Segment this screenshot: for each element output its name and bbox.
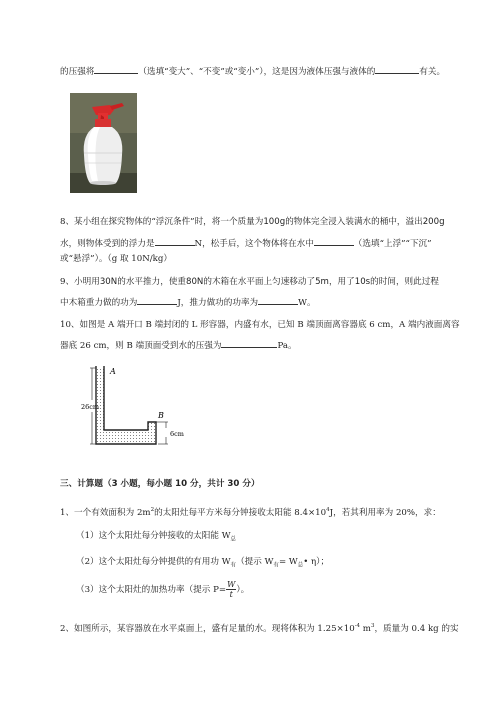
label-b: B bbox=[158, 411, 164, 420]
q10-blank bbox=[221, 338, 277, 348]
q10-text: 器底 26 cm，则 B 端顶面受到水的压强为 bbox=[60, 341, 222, 351]
q8-blank-2 bbox=[314, 236, 354, 246]
calc2-sup: -4 bbox=[354, 623, 361, 629]
l-container-diagram bbox=[78, 362, 208, 462]
fraction-numerator: W bbox=[227, 580, 236, 589]
label-a: A bbox=[110, 367, 116, 376]
calc1-line-1 bbox=[60, 505, 441, 519]
q8-text: （选填“上浮”“下沉” bbox=[353, 239, 432, 249]
q8-line-3 bbox=[60, 254, 172, 265]
calc2-text: m bbox=[360, 623, 371, 634]
calc1-sub: 总 bbox=[297, 562, 304, 569]
calc1-text: （1）这个太阳灶每分钟接收的太阳能 W bbox=[76, 531, 231, 541]
q7-blank-1 bbox=[94, 64, 138, 74]
q8-line-2 bbox=[60, 236, 432, 250]
label-26cm: 26cm bbox=[81, 403, 100, 411]
q10-line-2 bbox=[60, 338, 297, 352]
fraction-denominator: t bbox=[229, 590, 233, 599]
q8-text: N，松手后，这个物体将在水中 bbox=[194, 239, 314, 249]
q9-blank-2 bbox=[258, 295, 298, 305]
q9-line-2 bbox=[60, 295, 316, 309]
calc2-text: 2、如图所示，某容器放在水平桌面上，盛有足量的水。现将体积为 1.25×10 bbox=[60, 623, 355, 634]
q9-text: 中木箱重力做的功为 bbox=[60, 298, 138, 308]
q7-tail-line bbox=[60, 64, 445, 78]
q9-text: 9、小明用 bbox=[60, 277, 100, 287]
power-fraction bbox=[226, 580, 236, 599]
q8-line-1 bbox=[60, 217, 445, 228]
q10-text: 10、如图是 A 端开口 B 端封闭的 L 形容器，内盛有水，已知 B 端顶面离容器底 6 cm，A 端内液面离容 bbox=[60, 320, 460, 330]
calc1-text: （2）这个太阳灶每分钟提供的有用功 W bbox=[76, 557, 231, 567]
q8-mass: 100g bbox=[263, 217, 286, 227]
q9-weight: 80N bbox=[185, 277, 204, 287]
calc1-part-3 bbox=[76, 580, 249, 600]
q8-blank-1 bbox=[155, 236, 195, 246]
calc1-sub: 有 bbox=[273, 562, 279, 569]
q7-blank-2 bbox=[375, 64, 419, 74]
calc1-text: 1、一个有效面积为 2m bbox=[60, 507, 151, 518]
calc1-part-2 bbox=[76, 557, 329, 572]
q8-text: 8、某小组在探究物体的“浮沉条件”时，将一个质量为 bbox=[60, 217, 264, 227]
q8-text: 或“悬浮”）。（g 取 10N/kg） bbox=[60, 254, 172, 264]
calc1-text: （提示 W bbox=[236, 557, 274, 567]
q9-text: J，推力做功的功率为 bbox=[177, 298, 259, 308]
label-6cm: 6cm bbox=[170, 430, 184, 438]
calc1-text: = W bbox=[278, 557, 298, 567]
q9-line-1 bbox=[60, 277, 439, 288]
q9-text: 的水平推力，使重 bbox=[117, 277, 186, 287]
q9-text: 的木箱在水平面上匀速移动了 bbox=[203, 277, 316, 287]
calc1-text: J，若其利用率为 20%，求： bbox=[329, 507, 441, 518]
calc1-text: ）。 bbox=[236, 585, 250, 595]
calc2-text: ，质量为 0.4 kg 的实 bbox=[374, 623, 459, 634]
spray-bottle-image bbox=[70, 93, 137, 193]
q10-line-1 bbox=[60, 320, 460, 331]
q9-time: 10s bbox=[354, 277, 371, 287]
q9-blank-1 bbox=[137, 295, 177, 305]
calc2-sup: 3 bbox=[370, 623, 375, 629]
calc1-text: （3）这个太阳灶的加热功率（提示 P= bbox=[76, 585, 227, 595]
q9-text: W。 bbox=[298, 298, 316, 308]
q8-text: 的物体完全浸入装满水的桶中，溢出 bbox=[285, 217, 423, 227]
section-3-title: 三、计算题（3 小题，每小题 10 分，共计 30 分） bbox=[60, 479, 260, 489]
calc1-sub: 有 bbox=[230, 562, 237, 569]
q9-text: ，用了 bbox=[328, 277, 355, 287]
q8-text: 水，则物体受到的浮力是 bbox=[60, 239, 155, 249]
calc1-text: • η）； bbox=[303, 557, 330, 567]
q7-text-c: 有关。 bbox=[419, 67, 446, 77]
q10-text: Pa。 bbox=[277, 341, 297, 351]
q9-force: 30N bbox=[99, 277, 118, 287]
calc1-part-1 bbox=[76, 531, 236, 546]
q9-distance: 5m bbox=[315, 277, 329, 287]
calc1-sup: 2 bbox=[150, 507, 155, 513]
calc1-text: 的太阳灶每平方米每分钟接收太阳能 8.4×10 bbox=[154, 507, 327, 518]
calc1-sub: 总 bbox=[230, 536, 237, 543]
calc1-sup: 4 bbox=[326, 507, 330, 513]
calc2-line-1 bbox=[60, 621, 459, 635]
q8-overflow: 200g bbox=[422, 217, 445, 227]
q7-text-a: 的压强将 bbox=[60, 67, 95, 77]
q7-text-b: （选填“变大”、“不变”或“变小”），这是因为液体压强与液体的 bbox=[138, 67, 376, 77]
q9-text: 的时间，则此过程 bbox=[370, 277, 439, 287]
